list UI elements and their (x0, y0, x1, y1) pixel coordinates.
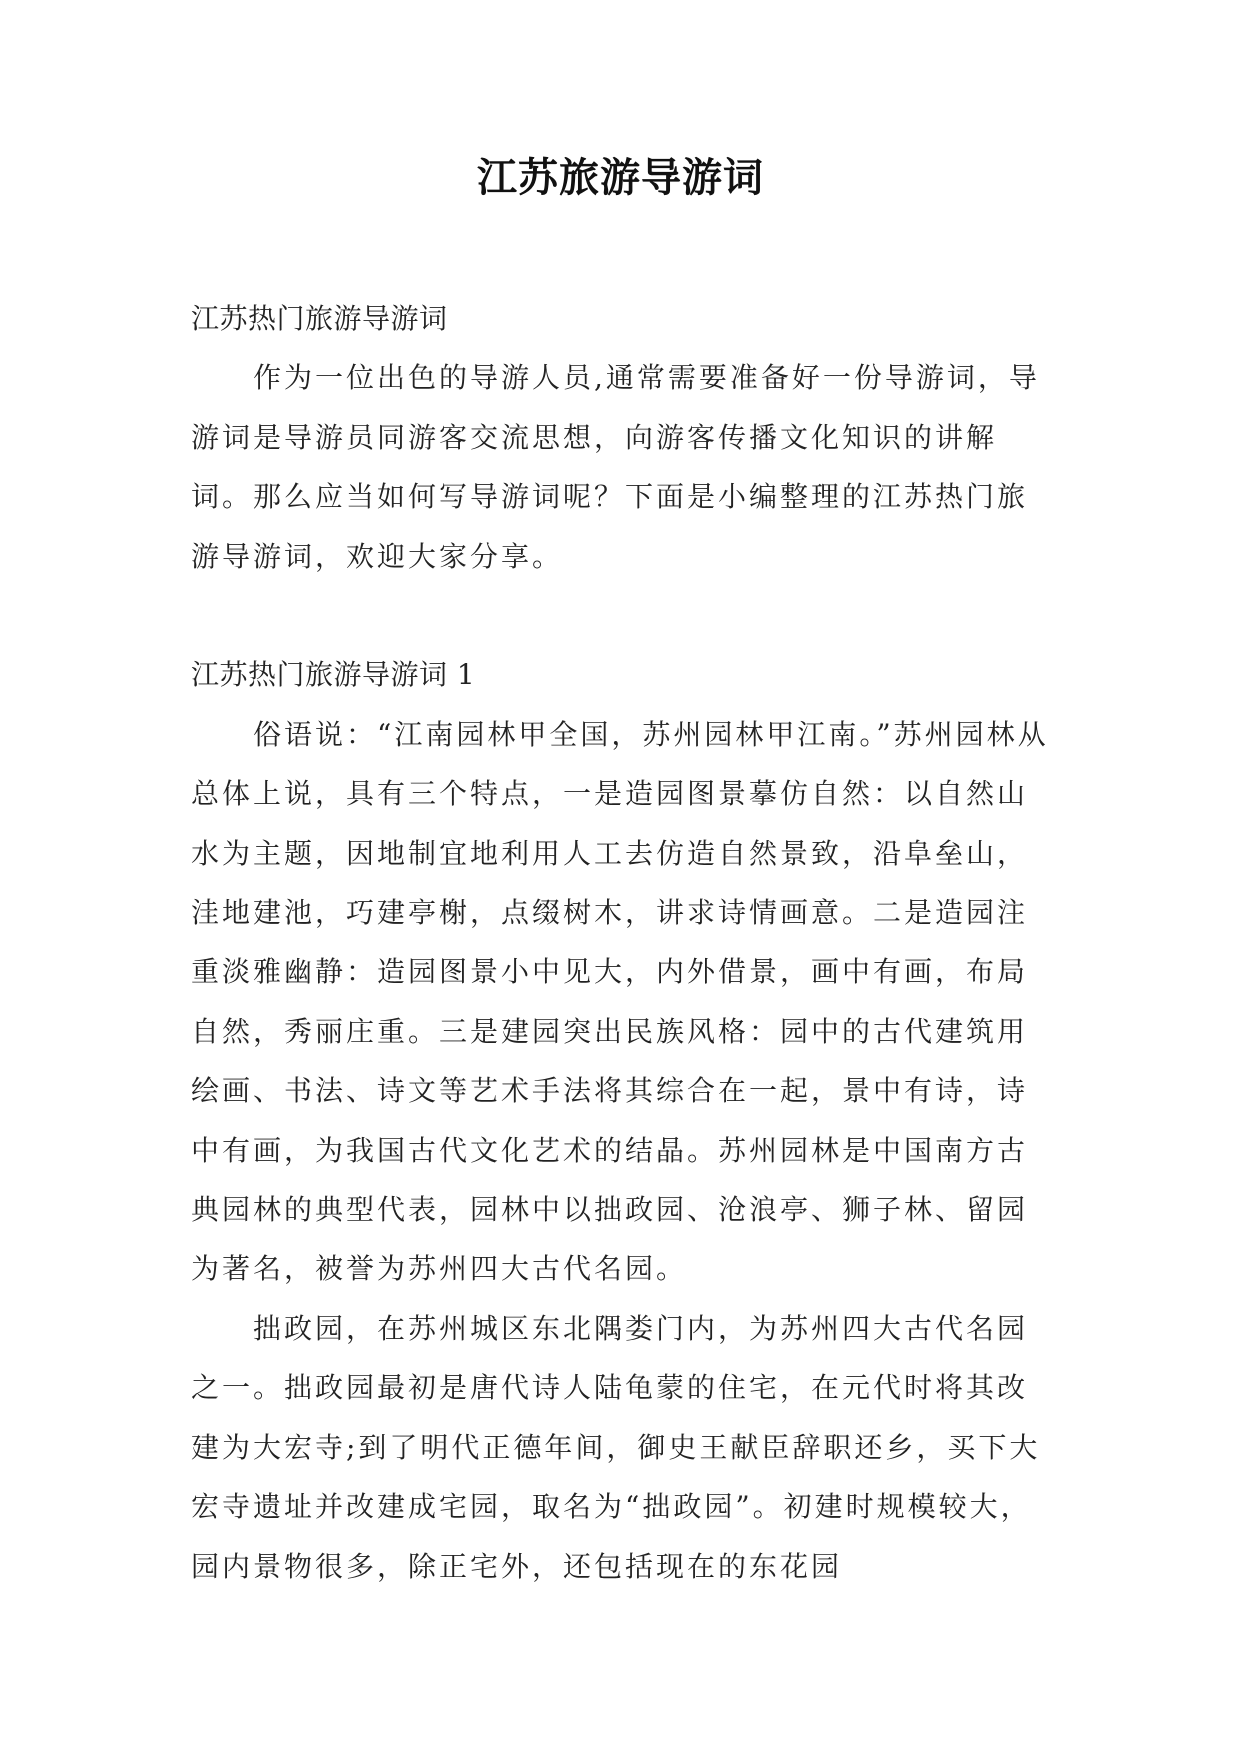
section-1-paragraph: 俗语说：“江南园林甲全国，苏州园林甲江南。”苏州园林从总体上说，具有三个特点，一是造园图景摹仿自然：以自然山水为主题，因地制宜地利用人工去仿造自然景致，沿阜垒山，洼地建池，巧建亭榭，点缀树木，讲求诗情画意。二是造园注重淡雅幽静：造园图景小中见大，内外借景，画中有画，布局自然，秀丽庄重。三是建园突出民族风格：园中的古代建筑用绘画、书法、诗文等艺术手法将其综合在一起，景中有诗，诗中有画，为我国古代文化艺术的结晶。苏州园林是中国南方古典园林的典型代表，园林中以拙政园、沧浪亭、狮子林、留园为著名，被誉为苏州四大古代名园。 (191, 717, 1049, 1286)
section-spacer (191, 586, 1057, 645)
section-1-heading: 江苏热门旅游导游词 1 (191, 658, 476, 692)
section-1-paragraph: 拙政园，在苏州城区东北隅娄门内，为苏州四大古代名园之一。拙政园最初是唐代诗人陆龟蒙的住宅，在元代时将其改建为大宏寺;到了明代正德年间，御史王献臣辞职还乡，买下大宏寺遗址并改建成宅园，取名为“拙政园”。初建时规模较大，园内景物很多，除正宅外，还包括现在的东花园 (191, 1311, 1041, 1583)
document-body (191, 289, 1057, 1596)
intro-heading: 江苏热门旅游导游词 (191, 302, 448, 335)
intro-paragraph: 作为一位出色的导游人员,通常需要准备好一份导游词，导游词是导游员同游客交流思想，向游客传播文化知识的讲解词。那么应当如何写导游词呢？下面是小编整理的江苏热门旅游导游词，欢迎大家分享。 (191, 361, 1040, 573)
document-title: 江苏旅游导游词 (477, 155, 764, 201)
